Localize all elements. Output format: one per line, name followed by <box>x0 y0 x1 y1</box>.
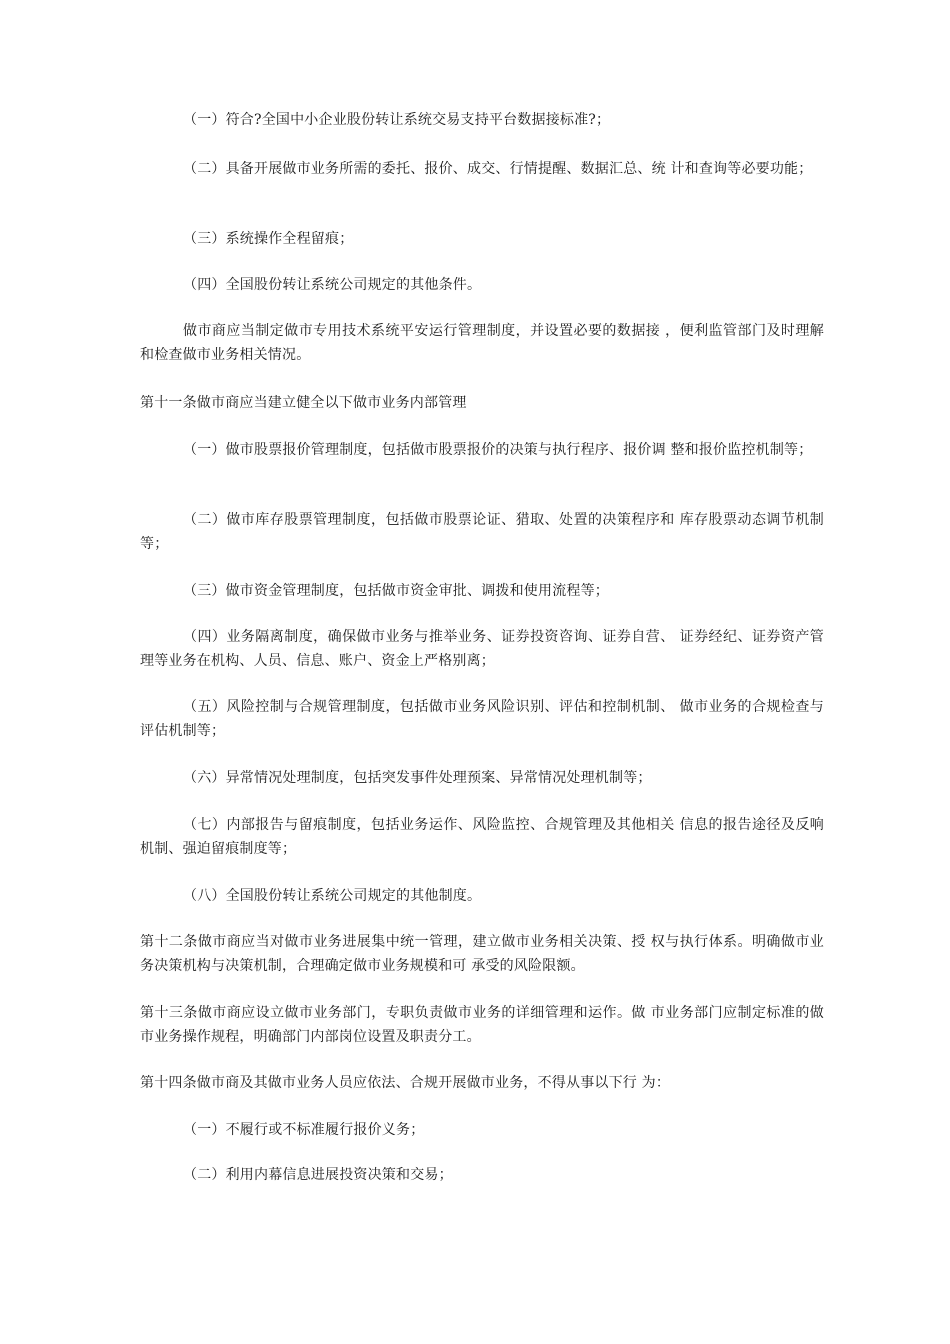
article-14: 第十四条做市商及其做市业务人员应依法、合规开展做市业务，不得从事以下行 为： <box>140 1075 671 1091</box>
article-11-item-5: （五）风险控制与合规管理制度，包括做市业务风险识别、评估和控制机制、 做市业务的合规检查与评估机制等； <box>140 699 824 739</box>
article-11-item-4: （四）业务隔离制度，确保做市业务与推举业务、证券投资咨询、证券自营、 证券经纪、证券资产管理等业务在机构、人员、信息、账户、资金上严格别离； <box>140 629 824 669</box>
article-11: 第十一条做市商应当建立健全以下做市业务内部管理 <box>140 395 467 411</box>
clause-item-4: （四）全国股份转让系统公司规定的其他条件。 <box>183 277 482 293</box>
clause-item-1: （一）符合?全国中小企业股份转让系统交易支持平台数据接标准?； <box>183 112 611 128</box>
article-14-item-1: （一）不履行或不标准履行报价义务； <box>183 1122 425 1138</box>
article-11-item-3: （三）做市资金管理制度，包括做市资金审批、调拨和使用流程等； <box>183 583 609 599</box>
article-14-item-2: （二）利用内幕信息进展投资决策和交易； <box>183 1167 453 1183</box>
article-11-item-6: （六）异常情况处理制度，包括突发事件处理预案、异常情况处理机制等； <box>183 770 652 786</box>
clause-item-3: （三）系统操作全程留痕； <box>183 231 354 247</box>
article-11-item-8: （八）全国股份转让系统公司规定的其他制度。 <box>183 888 482 904</box>
article-11-item-2: （二）做市库存股票管理制度，包括做市股票论证、猎取、处置的决策程序和 库存股票动态调节机制等； <box>140 512 824 552</box>
article-12: 第十二条做市商应当对做市业务进展集中统一管理，建立做市业务相关决策、授 权与执行体系。明确做市业务决策机构与决策机制，合理确定做市业务规模和可 承受的风险限额。 <box>140 934 824 974</box>
article-13: 第十三条做市商应设立做市业务部门，专职负责做市业务的详细管理和运作。做 市业务部门应制定标准的做市业务操作规程，明确部门内部岗位设置及职责分工。 <box>140 1005 824 1045</box>
paragraph-technical-system: 做市商应当制定做市专用技术系统平安运行管理制度，并设置必要的数据接 ，便利监管部门及时理解和检查做市业务相关情况。 <box>140 323 824 363</box>
clause-item-2: （二）具备开展做市业务所需的委托、报价、成交、行情提醒、数据汇总、统 计和查询等必要功能； <box>183 161 813 177</box>
article-11-item-1: （一）做市股票报价管理制度，包括做市股票报价的决策与执行程序、报价调 整和报价监控机制等； <box>183 442 813 458</box>
article-11-item-7: （七）内部报告与留痕制度，包括业务运作、风险监控、合规管理及其他相关 信息的报告途径及反响机制、强迫留痕制度等； <box>140 817 824 857</box>
